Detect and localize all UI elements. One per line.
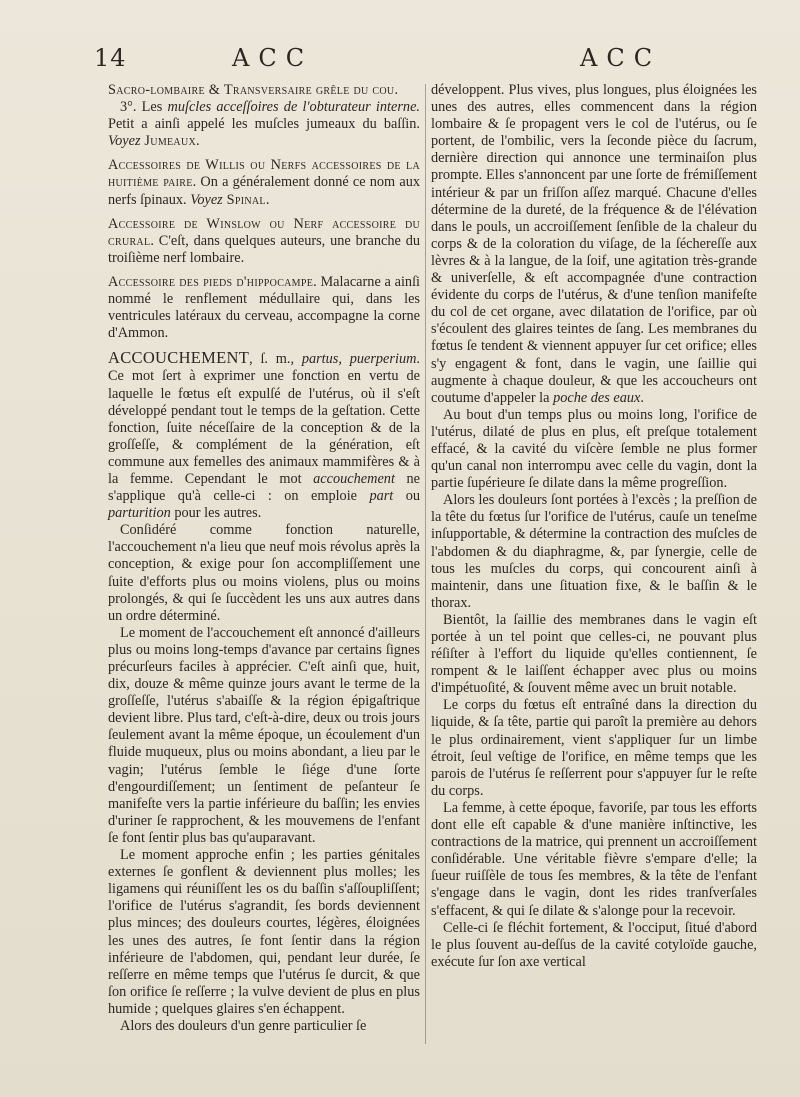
paragraph [108,99,420,150]
page-number: 14 [94,44,127,72]
text-run: 3°. Les [120,99,168,116]
italic-text: poche des eaux [553,389,641,406]
small-caps-heading: Jumeaux [140,133,196,150]
text-run: Le moment de l'accouchement eſt annoncé d'ailleurs plus ou moins long-temps d'avance par certains ſignes précurſeurs faciles à apprécier. C'eſt ainſi que, huit, dix, douze & même quinze jours avant le terme de la groſſeſſe, l'utérus s'abaiſſe & la région épigaſtrique devient libre. Plus tard, c'eſt-à-dire, deux ou trois jours ſeulement avant la même époque, un écoulement d'un fluide muqueux, plus ou moins abondant, a lieu par le vagin; l'utérus ſemble le ſiége d'une ſorte d'engourdiſſement; un ſentiment de peſanteur ſe manifeſte vers la partie inférieure du baſſin; les envies d'uriner ſe rapprochent, & les mouvemens de l'enfant ſe font ſentir plus bas qu'auparavant. [108,624,420,846]
text-run: développent. Plus vives, plus longues, plus éloignées les unes des autres, elles commencent dans la région lombaire & ſe propagent vers le col de l'utérus, ou ſe portent, de l'ombilic, vers la ſeconde pièce du ſacrum, dernière direction qui annonce une terminaiſon plus prompte. Elles s'annoncent par une ſorte de frémiſſement intérieur & par un friſſon aſſez marqué. Chacune d'elles détermine de la dureté, de la fréquence & de l'élévation dans le pouls, un accroiſſement ſenſible de la chaleur du corps & de la coloration du viſage, de la ſéchereſſe aux lèvres & à la langue, de la ſoif, une agitation très-grande & univerſelle, & eſt accompagnée d'une contraction évidente du corps de l'utérus, & d'une tenſion manifeſte du col de cet organe, avec dilatation de l'orifice, par où s'écoulent des glaires teintes de ſang. Les membranes du fœtus ſe tendent & viennent appuyer ſur cet orifice; elles s'y engagent & font, dans le vagin, une ſaillie qui augmente à chaque douleur, & que les accoucheurs ont coutume d'appeler la [431,82,757,406]
running-head-left: ACC [232,44,314,72]
paragraph [431,492,757,612]
text-run: . Ce mot ſert à exprimer une fonction en vertu de laquelle le fœtus eſt expulſé de l'utérus, où il s'eſt développé pendant tout le temps de la geſtation. Cette fonction, ſuite néceſſaire de la conception & de la groſſeſſe, & complément de la génération, eſt commune aux femelles des animaux mammifères & à la femme. Cependant le mot [108,351,420,487]
paragraph [431,697,757,800]
small-caps-heading: Spinal [222,191,266,208]
text-run: Alors les douleurs ſont portées à l'excès ; la preſſion de la tête du fœtus ſur l'orifice de l'utérus, cauſe un teneſme inſupportable, & détermine la contraction des muſcles de l'abdomen & du diaphragme, &, par ſynergie, celle de tous les muſcles du corps, qui concourent ainſi à maintenir, dans une ſituation fixe, & le baſſin & le thorax. [431,492,757,611]
paragraph [431,407,757,492]
text-run: La femme, à cette époque, favoriſe, par tous les efforts dont elle eſt capable & d'une manière inſtinctive, les contractions de la matrice, qui prennent un accroiſſement conſidérable. Une véritable fièvre s'empare d'elle; la ſueur ruiſſèle de tous ſes membres, & la tête de l'enfant s'engage dans le vagin, dont les rides tranſverſales s'effacent, & qui ſe dilate & s'alonge pour la recevoir. [431,799,757,919]
italic-text: accouchement [313,470,395,487]
paragraph [431,920,757,971]
text-run: Petit a ainſi appelé les muſcles jumeaux du baſſin. [108,116,420,133]
column-divider [425,84,426,1044]
paragraph [431,800,757,920]
small-caps-heading: Accessoire de Winslow ou Nerf accessoire du crural [108,215,420,249]
italic-text: parturition [108,505,171,522]
text-run: . C'eſt, dans quelques auteurs, une branche du troiſième nerf lombaire. [108,232,420,266]
italic-text: Voyez [190,191,223,208]
text-run: . [196,133,200,150]
paragraph-continued [431,82,757,407]
text-run: . Malacarne a ainſi nommé le renflement médullaire qui, dans les ventricules latéraux du cerveau, accompagne la corne d'Ammon. [108,273,421,342]
dictionary-entry [108,82,420,99]
text-run: Alors des douleurs d'un genre particulier ſe [120,1017,367,1034]
paragraph [108,522,420,625]
italic-text: part [369,488,394,505]
dictionary-entry [108,157,420,208]
paragraph [108,1018,420,1035]
running-head-right: ACC [580,44,662,72]
paragraph [108,625,420,847]
text-run: . [394,82,399,98]
text-run: Le moment approche enfin ; les parties génitales externes ſe gonflent & deviennent plus molles; les ligamens qui réuniſſent les os du baſſin s'aſſoupliſſent; l'orifice de l'utérus s'agrandit, ſes bords deviennent plus minces; des douleurs courtes, légères, éloignées les unes des autres, ſe font ſentir dans la région inférieure de l'abdomen, qui, pendant leur durée, ſe reſſerre en même temps que l'utérus ſe durcit, & que ſon orifice ſe reſſerre ; la vulve devient de plus en plus humide ; quelques glaires s'en échappent. [108,847,420,1017]
text-run: ne s'applique qu'à celle-ci : on emploie [108,470,421,505]
dictionary-entry [108,349,420,522]
text-run: ou [393,488,420,505]
headword: ACCOUCHEMENT [108,348,250,368]
italic-text: partus, puerperium [301,351,417,368]
text-run: Le corps du fœtus eſt entraîné dans la direction du liquide, & ſa tête, partie qui paroît la première au dehors le plus ordinairement, vient s'appliquer ſur un limbe étroit, ſeul veſtige de l'orifice, en même temps que les parois de l'utérus ſe reſſerrent pour s'appuyer ſur le reſte du corps. [431,697,757,799]
text-run: . [640,389,644,406]
text-run: Au bout d'un temps plus ou moins long, l'orifice de l'utérus, dilaté de plus en plus, eſt preſque totalement effacé, & la cavité du viſcère ſemble ne plus former qu'un canal non interrompu avec celle du vagin, dont la partie ſupérieure ſe dilate dans la même progreſſion. [431,406,757,492]
text-run: Bientôt, la ſaillie des membranes dans le vagin eſt portée à un tel point que celles-ci, ne pouvant plus réſiſter à l'effort du liquide qu'elles contiennent, ſe rompent & le laiſſent échapper avec plus ou moins d'impétuoſité, & ſouvent même avec un bruit notable. [431,611,757,697]
paragraph [431,612,757,697]
small-caps-heading: Accessoire des pieds d'hippocampe [108,273,314,290]
italic-text: muſcles acceſſoires de l'obturateur interne. [167,99,420,116]
right-column [431,82,757,971]
text-run: . On a généralement donné ce nom aux nerfs ſpinaux. [108,174,420,208]
page-header [94,40,760,70]
dictionary-entry [108,274,420,342]
paragraph [108,847,420,1018]
dictionary-entry [108,216,420,267]
text-run: Conſidéré comme fonction naturelle, l'accouchement n'a lieu que neuf mois révolus après la conception, & exige pour ſon accompliſſement une ſuite d'efforts plus ou moins violens, plus ou moins prolongés, & qui ſe ſuccèdent les uns aux autres dans un ordre déterminé. [108,522,420,624]
small-caps-heading: Sacro-lombaire & Transversaire grêle du cou [108,82,395,98]
left-column [108,82,420,1035]
small-caps-heading: Accessoires de Willis ou Nerfs accessoires de la huitième paire [108,157,420,191]
text-run: pour les autres. [170,505,262,522]
text-run: , ſ. m., [249,351,302,368]
italic-text: Voyez [108,133,141,150]
text-run: . [265,191,270,208]
text-run: Celle-ci ſe fléchit fortement, & l'occiput, ſitué d'abord le plus ſouvent au-deſſus de la cavité cotyloïde gauche, exécute ſur ſon axe vertical [431,919,757,970]
